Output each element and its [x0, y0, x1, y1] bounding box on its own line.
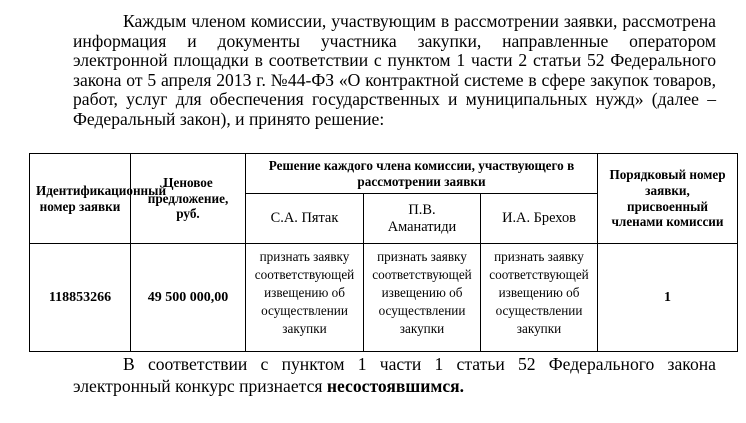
- member-decision: признать заявку соответствующей извещению об осуществлении закупки: [364, 244, 481, 352]
- header-price: Ценовое предложение, руб.: [131, 154, 246, 244]
- conclusion-paragraph: [73, 353, 716, 397]
- header-id: Идентификационный номер заявки: [30, 154, 131, 244]
- header-decision-group: Решение каждого члена комиссии, участвующего в рассмотрении заявки: [246, 154, 598, 194]
- member-name: П.В. Аманатиди: [364, 194, 481, 244]
- table-row: [30, 244, 738, 352]
- member-name: И.А. Брехов: [481, 194, 598, 244]
- header-order: Порядковый номер заявки, присвоенный членами комиссии: [598, 154, 738, 244]
- member-decision: признать заявку соответствующей извещению об осуществлении закупки: [246, 244, 364, 352]
- member-decision: признать заявку соответствующей извещению об осуществлении закупки: [481, 244, 598, 352]
- application-id: 118853266: [30, 244, 131, 352]
- conclusion-emphasis: несостоявшимся.: [326, 376, 465, 396]
- member-name: С.А. Пятак: [246, 194, 364, 244]
- order-number: 1: [598, 244, 738, 352]
- conclusion-text: В соответствии с пунктом 1 части 1 статьи 52 Федерального закона электронный конкурс признается: [73, 354, 716, 396]
- decision-table: [29, 153, 738, 352]
- intro-paragraph: Каждым членом комиссии, участвующим в рассмотрении заявки, рассмотрена информация и документы участника закупки, направленные оператором электронной площадки в соответствии с пунктом 1 части 2 статьи 52 Федерального закона от 5 апреля 2013 г. №44-ФЗ «О контрактной системе в сфере закупок товаров, работ, услуг для обеспечения государственных и муниципальных нужд» (далее – Федеральный закон), и принято решение:: [73, 11, 716, 129]
- price-offer: 49 500 000,00: [131, 244, 246, 352]
